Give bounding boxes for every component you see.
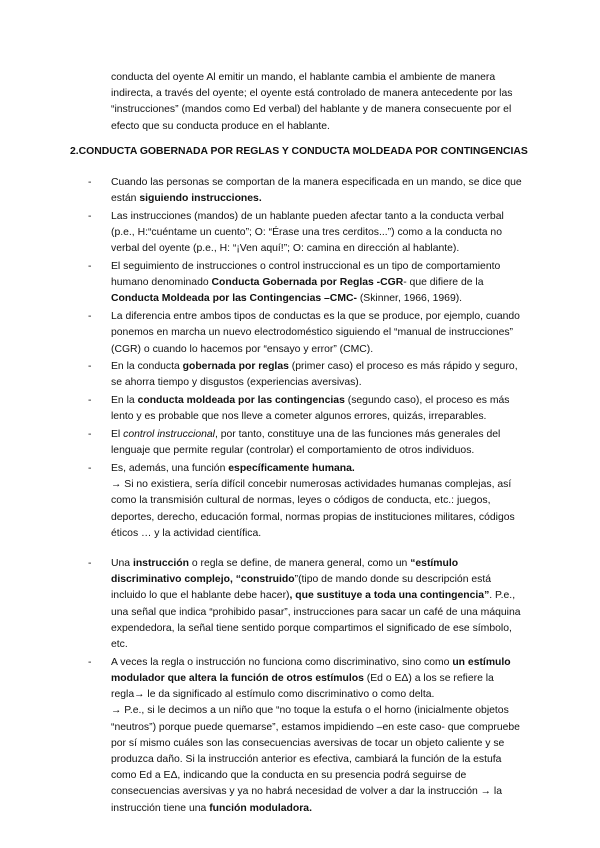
bullet-dash: -	[88, 656, 92, 668]
bullet-dash: -	[88, 177, 92, 188]
list-item: - Es, además, una función específicamente humana. → Si no existiera, sería difícil concebir numerosas actividades humanas complejas, así como la transmisión cultural de normas, leyes o códigos de conducta, etc.: juegos, deportes, derecho, educación formal, normas propias de instituciones militares, códigos éticos … y la actividad científica.	[88, 462, 515, 539]
bullet-dash: -	[88, 557, 92, 569]
bullet-dash: -	[88, 210, 92, 222]
list-item: - Cuando las personas se comportan de la manera especificada en un mando, se dice que están siguiendo instrucciones.	[88, 177, 522, 205]
bullet-list	[88, 175, 528, 818]
list-item: - La diferencia entre ambos tipos de conductas es la que se produce, por ejemplo, cuando ponemos en marcha un nuevo electrodoméstico siguiendo el “manual de instrucciones” (CGR) o cuando lo hacemos por “ensayo y error” (CMC).	[88, 311, 520, 355]
bullet-dash: -	[88, 261, 92, 273]
list-item: - En la conducta moldeada por las contingencias (segundo caso), el proceso es más lento y es probable que nos lleve a cometer algunos errores, quizás, irreparables.	[88, 395, 510, 423]
bullet-dash: -	[88, 311, 92, 323]
bullet-dash: -	[88, 361, 92, 373]
intro-paragraph: conducta del oyente Al emitir un mando, el hablante cambia el ambiente de manera indirecta, a través del oyente; el oyente está controlado de manera antecedente por las “instrucciones” (mandos como Ed verbal) del hablante y de manera consecuente por el efecto que su conducta produce en el hablante.	[111, 72, 513, 132]
bullet-dash: -	[88, 395, 92, 407]
list-item: - El seguimiento de instrucciones o control instruccional es un tipo de comportamiento humano denominado Conducta Gobernada por Reglas -CGR- que difiere de la Conducta Moldeada por las Contingencias –CMC- (Skinner, 1966, 1969).	[88, 261, 501, 305]
list-item: - Las instrucciones (mandos) de un hablante pueden afectar tanto a la conducta verbal (p.e., H:“cuéntame un cuento”; O: “Érase una tres cerditos...”) como a la conducta no verbal del oyente (p.e., H: “¡Ven aquí!”; O: camina en dirección al hablante).	[88, 210, 504, 255]
bullet-dash: -	[88, 429, 92, 441]
section-heading: 2.CONDUCTA GOBERNADA POR REGLAS Y CONDUCTA MOLDEADA POR CONTINGENCIAS	[70, 146, 528, 157]
bullet-dash: -	[88, 462, 92, 474]
list-item: - A veces la regla o instrucción no funciona como discriminativo, sino como un estímulo modulador que altera la función de otros estímulos (Ed o EΔ) a los se refiere la regla→ le da significado al estímulo como discriminativo o como delta. → P.e., si le decimos a un niño que “no toque la estufa o el horno (inicialmente objetos “neutros”) porque puede quemarse”, estamos impidiendo –en este caso- que compruebe por sí mismo cuáles son las consecuencias aversivas de tocar un objeto caliente y se produzca daño. Si la instrucción anterior es efectiva, cambiará la función de la estufa como Ed a EΔ, indicando que la conducta en su presencia podrá seguirse de consecuencias aversivas y ya no habrá necesidad de volver a dar la instrucción → la instrucción tiene una función moduladora.	[88, 656, 520, 814]
list-item: - El control instruccional, por tanto, constituye una de las funciones más generales del lenguaje que permite regular (controlar) el comportamiento de otros individuos.	[88, 429, 501, 457]
list-item: - Una instrucción o regla se define, de manera general, como un “estímulo discriminativo complejo, “construido”(tipo de mando donde su descripción está incluido lo que el hablante debe hacer), que sustituye a toda una contingencia”. P.e., una señal que indica “prohibido pasar”, instrucciones para sacar un café de una máquina expendedora, la señal tiene sentido porque compartimos el significado de ese símbolo, etc.	[88, 557, 521, 650]
list-item: - En la conducta gobernada por reglas (primer caso) el proceso es más rápido y seguro, se ahorra tiempo y disgustos (experiencias aversivas).	[88, 361, 518, 389]
